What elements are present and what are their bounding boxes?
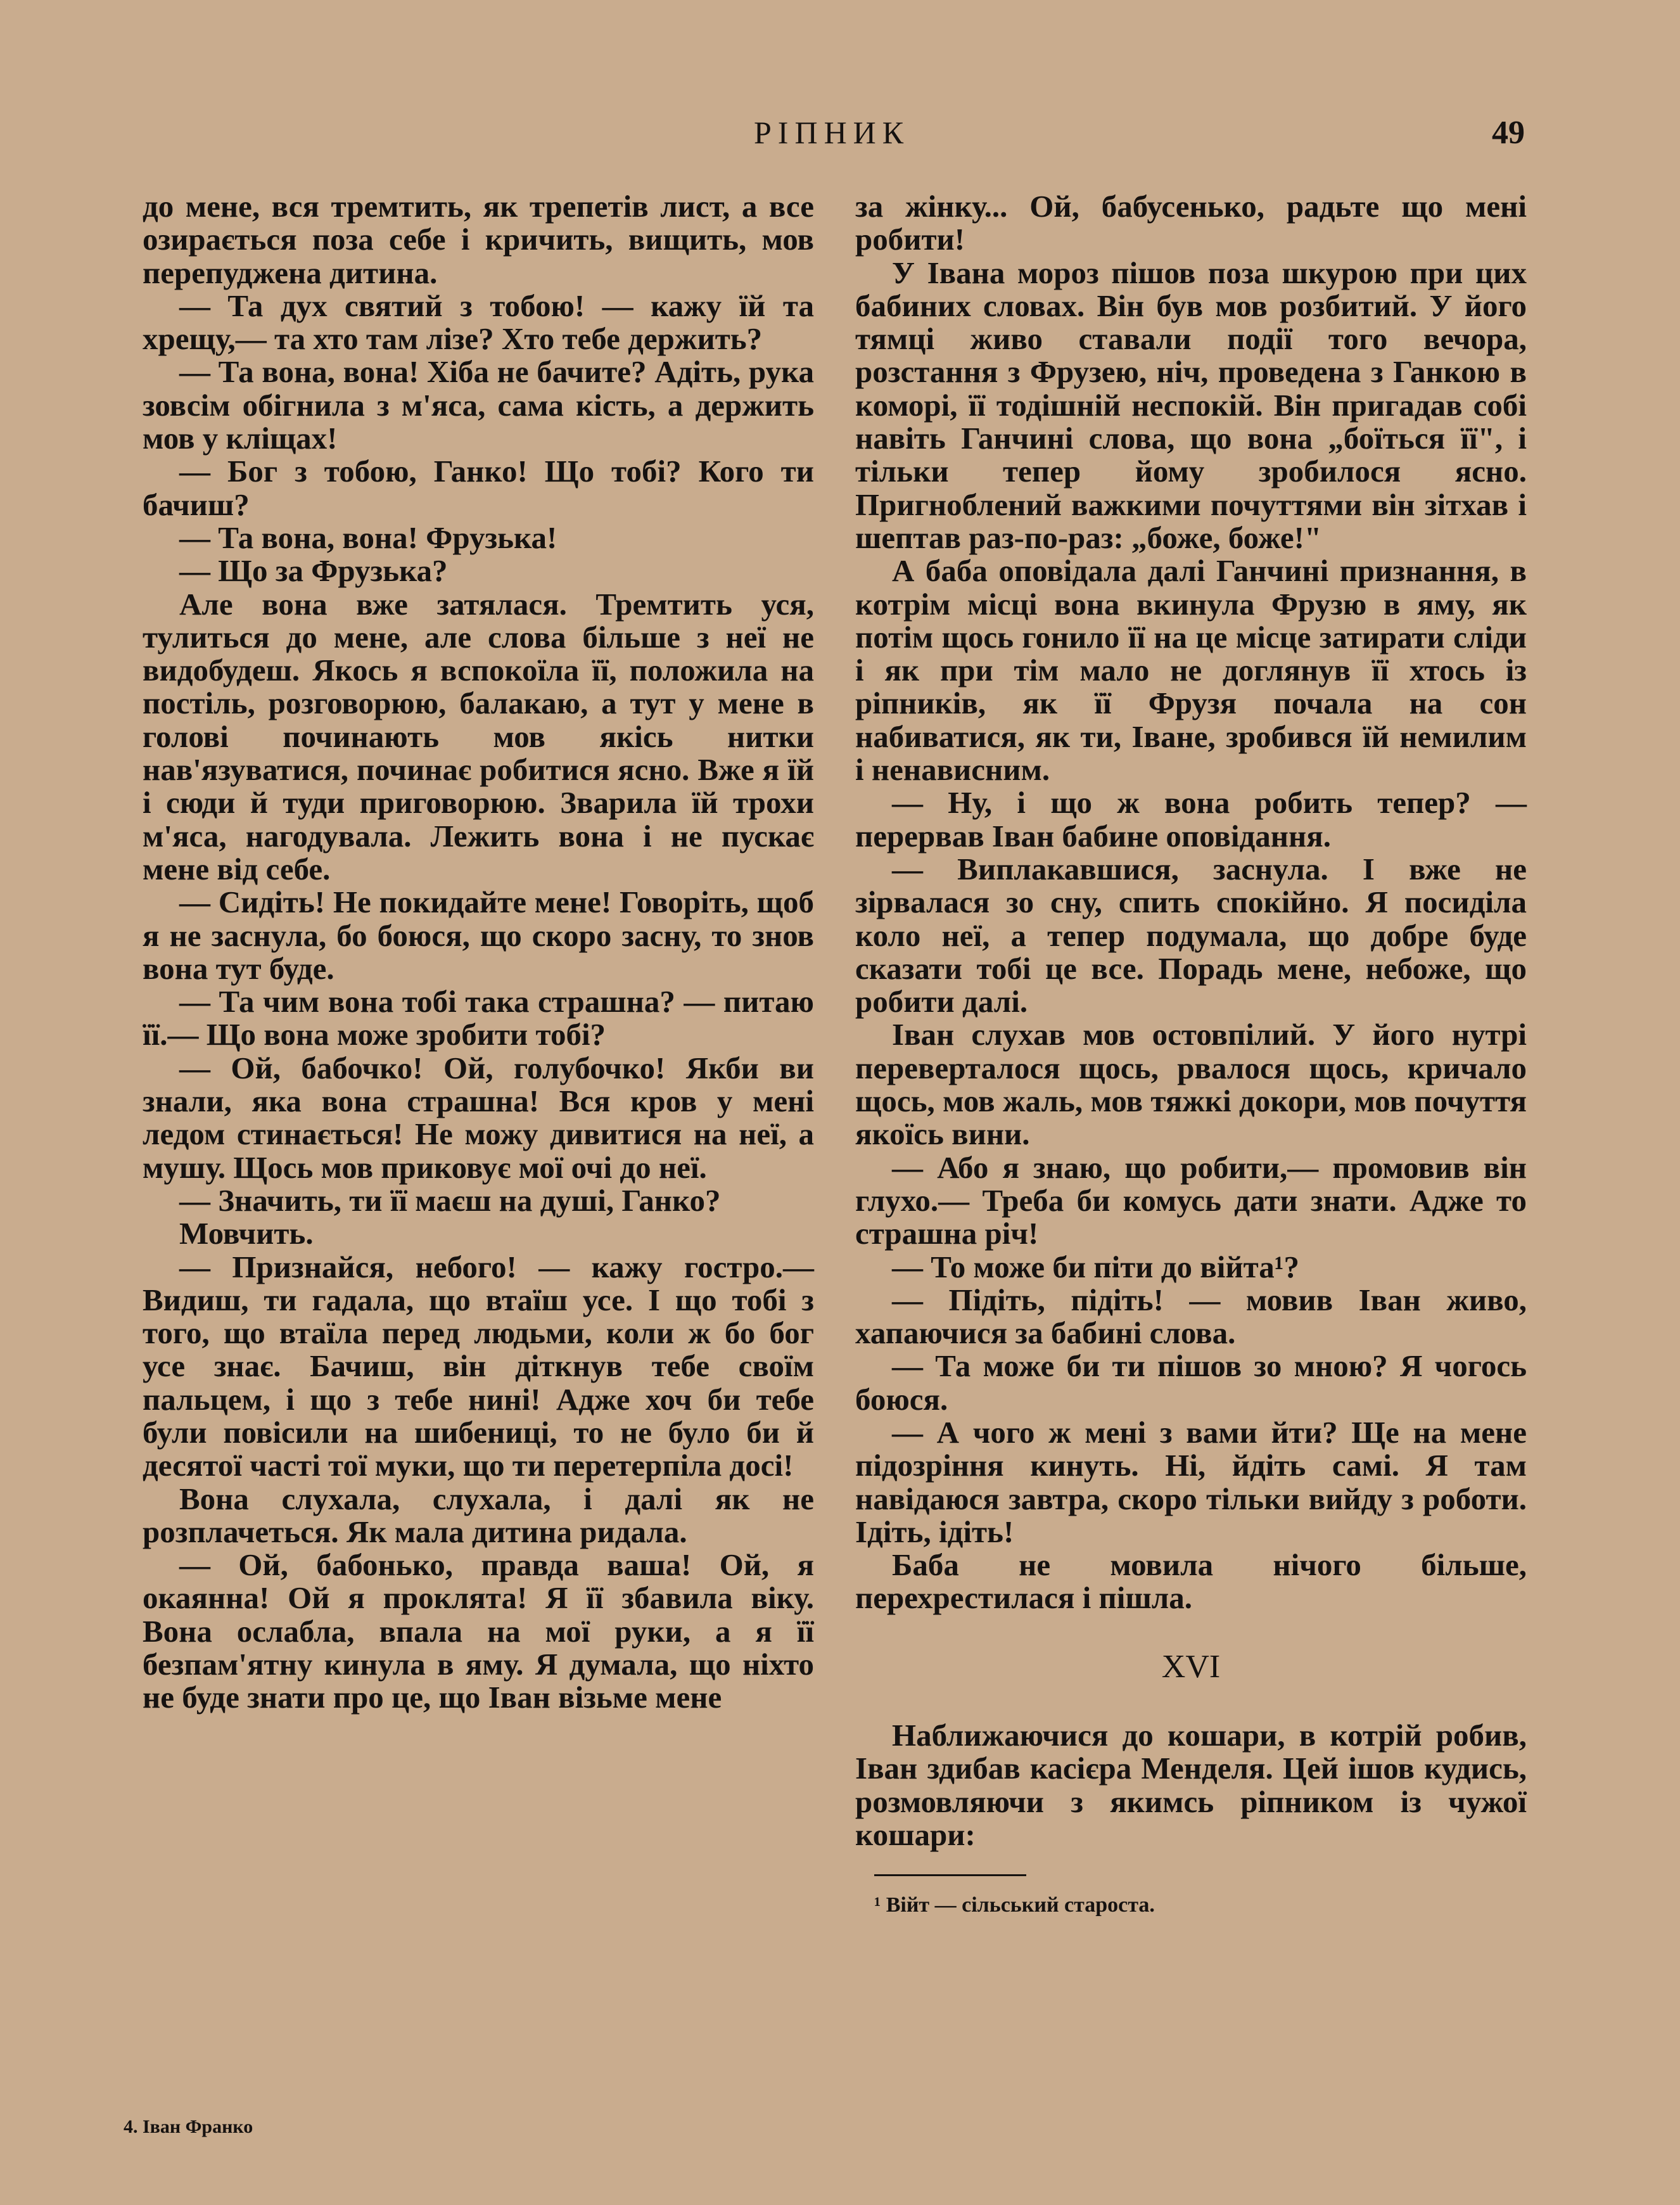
- paragraph: — Ну, і що ж вона робить тепер? — перервав Іван бабине оповідання.: [855, 785, 1527, 853]
- paragraph: до мене, вся тремтить, як трепетів лист, а все озирається поза себе і кричить, вищить, мов перепуджена дитина.: [143, 189, 814, 290]
- page-number: 49: [1492, 115, 1525, 151]
- paragraph: — Та вона, вона! Фрузька!: [179, 520, 557, 555]
- paragraph: Баба не мовила нічого більше, перехрестилася і пішла.: [855, 1547, 1527, 1616]
- paragraph: — Що за Фрузька?: [179, 553, 448, 589]
- paragraph: Вона слухала, слухала, і далі як не розплачеться. Як мала дитина ридала.: [143, 1481, 814, 1549]
- paragraph: — Та вона, вона! Хіба не бачите? Адіть, рука зовсім обігнила з м'яса, сама кість, а держить мов у кліщах!: [143, 354, 814, 456]
- footnote-divider: [874, 1874, 1026, 1876]
- page-header: [0, 114, 1680, 152]
- section-heading: XVI: [1161, 1648, 1221, 1685]
- left-column: [143, 190, 814, 1715]
- paragraph: Але вона вже затялася. Тремтить уся, тулиться до мене, але слова більше з неї не видобудеш. Якось я вспокоїла її, положила на постіль, розговорюю, балакаю, а тут у мене в голові починають мов якісь нитки нав'язуватися, починає робитися ясно. Вже я їй і сюди й туди приговорюю. Зварила їй трохи м'яса, нагодувала. Лежить вона і не пускає мене від себе.: [143, 586, 814, 886]
- paragraph: — Сидіть! Не покидайте мене! Говоріть, щоб я не заснула, бо боюся, що скоро засну, то знов вона тут буде.: [143, 885, 814, 986]
- running-title: РІПНИК: [754, 115, 910, 150]
- paragraph: — Підіть, підіть! — мовив Іван живо, хапаючися за бабині слова.: [855, 1282, 1527, 1351]
- right-column: [855, 190, 1527, 1919]
- paragraph: Наближаючися до кошари, в котрій робив, Іван здибав касієра Менделя. Цей ішов кудись, розмовляючи з якимсь ріпником із чужої кошари:: [855, 1718, 1527, 1852]
- paragraph: — Та може би ти пішов зо мною? Я чогось боюся.: [855, 1348, 1527, 1417]
- paragraph: — Ой, бабонько, правда ваша! Ой, я окаянна! Ой я проклята! Я її збавила віку. Вона ослабла, впала на мої руки, а я її безпам'ятну кинула в яму. Я думала, що ніхто не буде знати про це, що Іван візьме мене: [143, 1547, 814, 1715]
- paragraph: — Та дух святий з тобою! — кажу їй та хрещу,— та хто там лізе? Хто тебе держить?: [143, 288, 814, 357]
- page-footer: 4. Іван Франко: [124, 2116, 253, 2137]
- paragraph: А баба оповідала далі Ганчині признання, в котрім місці вона вкинула Фрузю в яму, як потім щось гонило її на це місце затирати сліди і як при тім мало не доглянув її хтось із ріпників, як її Фрузя почала на сон набиватися, як ти, Іване, зробився їй немилим і ненависним.: [855, 553, 1527, 788]
- paragraph: — Ой, бабочко! Ой, голубочко! Якби ви знали, яка вона страшна! Вся кров у мені ледом стинається! Не можу дивитися на неї, а мушу. Щось мов приковує мої очі до неї.: [143, 1050, 814, 1185]
- paragraph: — Бог з тобою, Ганко! Що тобі? Кого ти бачиш?: [143, 454, 814, 522]
- paragraph: — Признайся, небого! — кажу гостро.— Видиш, ти гадала, що втаїш усе. І що тобі з того, що втаїла перед людьми, коли ж бо бог усе знає. Бачиш, він діткнув тебе своїм пальцем, і що з тебе нині! Адже хоч би тебе були повісили на шибениці, то не було би й десятої часті тої муки, що ти перетерпіла досі!: [143, 1249, 814, 1483]
- paragraph: — Або я знаю, що робити,— промовив він глухо.— Треба би комусь дати знати. Адже то страшна річ!: [855, 1149, 1527, 1251]
- paragraph: У Івана мороз пішов поза шкурою при цих бабиних словах. Він був мов розбитий. У його тямці живо ставали події того вечора, розстання з Фрузею, ніч, проведена з Ганкою в коморі, її тодішній неспокій. Він пригадав собі навіть Ганчині слова, що вона „боїться її", і тільки тепер йому зробилося ясно. Пригноблений важкими почуттями він зітхав і шептав раз-по-раз: „боже, боже!": [855, 255, 1527, 555]
- paragraph: — А чого ж мені з вами йти? Ще на мене підозріння кинуть. Ні, йдіть самі. Я там навідаюся завтра, скоро тільки вийду з роботи. Ідіть, ідіть!: [855, 1414, 1527, 1549]
- paragraph: — Виплакавшися, заснула. І вже не зірвалася зо сну, спить спокійно. Я посиділа коло неї, а тепер подумала, що добре буде сказати тобі це все. Порадь мене, небоже, що робити далі.: [855, 851, 1527, 1019]
- paragraph: Іван слухав мов остовпілий. У його нутрі переверталося щось, рвалося щось, кричало щось, мов жаль, мов тяжкі докори, мов почуття якоїсь вини.: [855, 1017, 1527, 1152]
- paragraph: — Та чим вона тобі така страшна? — питаю її.— Що вона може зробити тобі?: [143, 984, 814, 1052]
- paragraph: — То може би піти до війта¹?: [892, 1249, 1299, 1284]
- paragraph: Мовчить.: [179, 1216, 314, 1251]
- footnote: ¹ Війт — сільський староста.: [874, 1893, 1155, 1917]
- paragraph: — Значить, ти її маєш на душі, Ганко?: [179, 1182, 721, 1218]
- paragraph: за жінку... Ой, бабусенько, радьте що мені робити!: [855, 189, 1527, 257]
